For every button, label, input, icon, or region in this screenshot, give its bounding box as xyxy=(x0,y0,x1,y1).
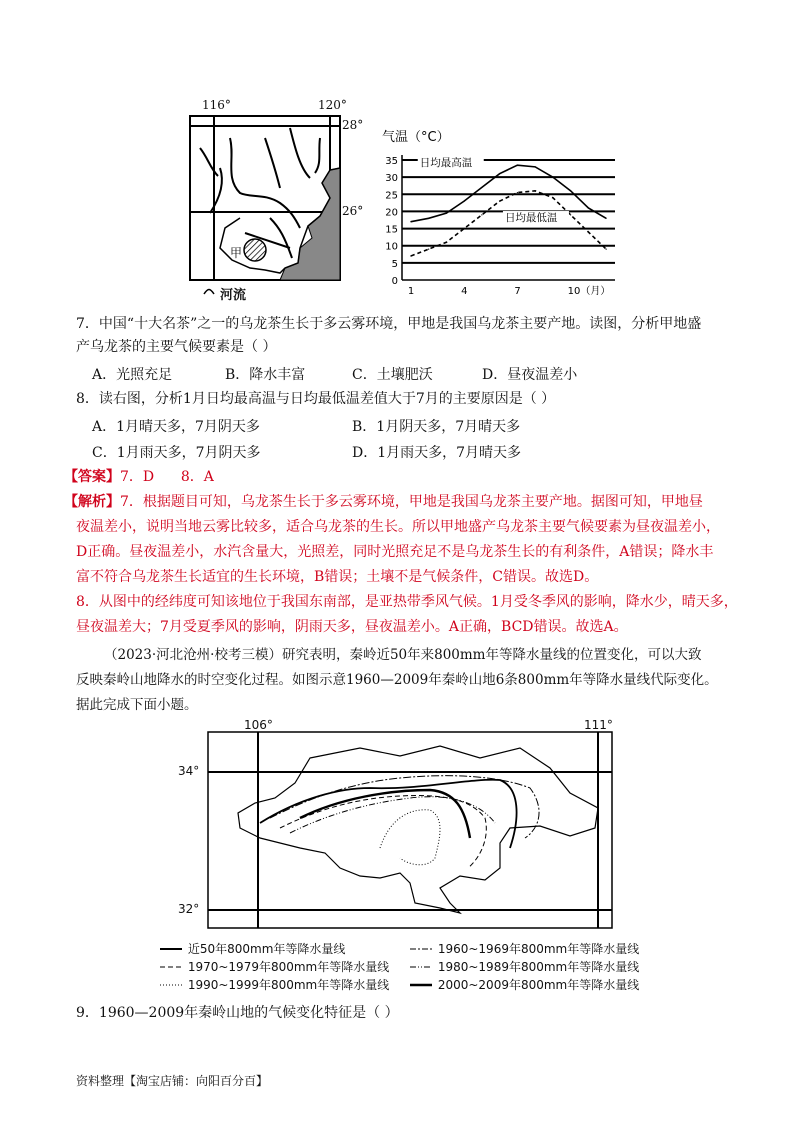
data-point xyxy=(552,177,553,178)
data-point xyxy=(428,249,429,250)
marker-jia: 甲 xyxy=(230,246,243,260)
y-tick-label: 25 xyxy=(385,190,398,202)
q9-stem: 9．1960—2009年秦岭山地的气候变化特征是（ ） xyxy=(76,1005,399,1021)
intro-line3: 据此完成下面小题。 xyxy=(76,697,198,713)
data-point xyxy=(499,201,500,202)
data-point xyxy=(499,173,500,174)
y-tick-label: 35 xyxy=(385,156,398,167)
q7-option-d: D．昼夜温差小 xyxy=(482,367,578,383)
analysis-text-5: 8．从图中的经纬度可知该地位于我国东南部，是亚热带季风气候。1月受冬季风的影响，降水少，晴天多， xyxy=(76,594,738,610)
analysis-text-4: 富不符合乌龙茶生长适宜的生长环境，B错误；土壤不是气候条件，C错误。故选D。 xyxy=(76,569,599,585)
data-point xyxy=(446,242,447,243)
analysis-text-2: 夜温差小，说明当地云雾比较多，适合乌龙茶的生长。所以甲地盛产乌龙茶主要气候要素为昼夜温差小， xyxy=(76,519,720,535)
y-tick-label: 15 xyxy=(385,224,398,236)
series-label: 日均最低温 xyxy=(504,212,558,225)
q7-stem-line1: 7．中国“十大名茶”之一的乌龙茶生长于多云雾环境，甲地是我国乌龙茶主要产地。读图，分析甲地盛 xyxy=(76,316,702,332)
analysis-text-1: 7．根据题目可知，乌龙茶生长于多云雾环境，甲地是我国乌龙茶主要产地。据图可知，甲地昼 xyxy=(120,494,703,510)
analysis-label: 【解析】 xyxy=(64,494,120,510)
map2-lon-right-label: 111° xyxy=(584,718,613,732)
q8-option-c: C．1月雨天多，7月阴天多 xyxy=(92,445,261,461)
q7-option-a: A．光照充足 xyxy=(92,367,173,383)
y-tick-label: 20 xyxy=(385,207,398,219)
legend-label-2000s: 2000~2009年800mm年等降水量线 xyxy=(437,978,640,992)
data-point xyxy=(464,228,465,229)
data-point xyxy=(481,187,482,188)
map1-lon-right-label: 120° xyxy=(318,98,347,112)
analysis-text-3: D正确。昼夜温差小，水汽含量大，光照差，同时光照充足不是乌龙茶生长的有利条件，A错误；降水丰 xyxy=(76,544,714,560)
map1-legend-river: 河流 xyxy=(220,288,247,303)
q7-stem-line2: 产乌龙茶的主要气候要素是（ ） xyxy=(76,339,277,355)
page-footer: 资料整理【淘宝店铺：向阳百分百】 xyxy=(76,1074,269,1088)
data-point xyxy=(588,231,589,232)
legend-item-2000s xyxy=(410,976,639,993)
x-tick-label: 4 xyxy=(461,286,468,297)
data-point xyxy=(517,165,518,166)
data-point xyxy=(606,249,607,250)
map2-lat-bottom-label: 32° xyxy=(178,902,200,916)
data-point xyxy=(464,201,465,202)
y-tick-label: 30 xyxy=(385,173,398,185)
q8-option-d: D．1月雨天多，7月晴天多 xyxy=(352,445,522,461)
x-tick-label: 10（月） xyxy=(567,286,611,297)
temperature-chart xyxy=(380,125,630,305)
data-point xyxy=(517,192,518,193)
data-point xyxy=(606,218,607,219)
data-point xyxy=(570,214,571,215)
legend-item-1960s xyxy=(410,940,639,957)
q8-option-a: A．1月晴天多，7月阴天多 xyxy=(92,419,260,435)
legend-label-1970s: 1970~1979年800mm年等降水量线 xyxy=(187,960,390,974)
q8-stem: 8．读右图，分析1月日均最高温与日均最低温差值大于7月的主要原因是（ ） xyxy=(76,391,556,407)
data-point xyxy=(535,166,536,167)
analysis-line1 xyxy=(64,491,703,513)
series-label: 日均最高温 xyxy=(419,157,473,170)
map1-lon-left-label: 116° xyxy=(202,98,231,112)
legend-label-1980s: 1980~1989年800mm年等降水量线 xyxy=(437,960,640,974)
x-tick-label: 7 xyxy=(514,286,521,297)
x-tick-label: 1 xyxy=(407,286,415,297)
q8-option-b: B．1月阴天多，7月晴天多 xyxy=(352,419,521,435)
answer-text: 7．D 8．A xyxy=(120,469,214,485)
data-point xyxy=(588,207,589,208)
legend-item-1980s xyxy=(410,958,639,975)
map1-lat-mid-label: 26° xyxy=(342,204,364,218)
y-tick-label: 5 xyxy=(391,258,398,270)
legend-label-1960s: 1960~1969年800mm年等降水量线 xyxy=(437,942,640,956)
intro-line2: 反映秦岭山地降水的时空变化过程。如图示意1960—2009年秦岭山地6条800mm年等降水量线代际变化。 xyxy=(76,672,718,688)
data-point xyxy=(552,197,553,198)
qinling-map xyxy=(178,718,620,938)
legend-label-1990s: 1990~1999年800mm年等降水量线 xyxy=(187,978,390,992)
legend-label-50yr: 近50年800mm年等降水量线 xyxy=(187,942,346,956)
y-tick-label: 10 xyxy=(385,241,398,253)
data-point xyxy=(570,190,571,191)
answer-line xyxy=(64,466,214,488)
analysis-text-6: 昼夜温差大；7月受夏季风的影响，阴雨天多，昼夜温差小。A正确，BCD错误。故选A。 xyxy=(76,619,628,635)
data-point xyxy=(410,221,411,222)
y-tick-label: 0 xyxy=(391,276,398,287)
data-point xyxy=(410,255,411,256)
data-point xyxy=(446,213,447,214)
chart-title: 气温（°C） xyxy=(382,130,450,145)
map2-legend xyxy=(160,940,640,996)
map2-lat-top-label: 34° xyxy=(178,764,200,778)
q7-option-b: B．降水丰富 xyxy=(225,367,306,383)
fujian-map xyxy=(180,98,364,303)
legend-item-50yr xyxy=(160,940,345,957)
map2-lon-left-label: 106° xyxy=(244,718,273,732)
intro-line1: （2023·河北沧州·校考三模）研究表明，秦岭近50年来800mm年等降水量线的位置变化，可以大致 xyxy=(104,647,702,663)
legend-item-1990s xyxy=(160,976,389,993)
data-point xyxy=(535,190,536,191)
q7-option-c: C．土壤肥沃 xyxy=(352,367,433,383)
answer-label: 【答案】 xyxy=(64,469,120,485)
data-point xyxy=(481,214,482,215)
data-point xyxy=(428,218,429,219)
map1-lat-top-label: 28° xyxy=(342,118,364,132)
legend-item-1970s xyxy=(160,958,389,975)
